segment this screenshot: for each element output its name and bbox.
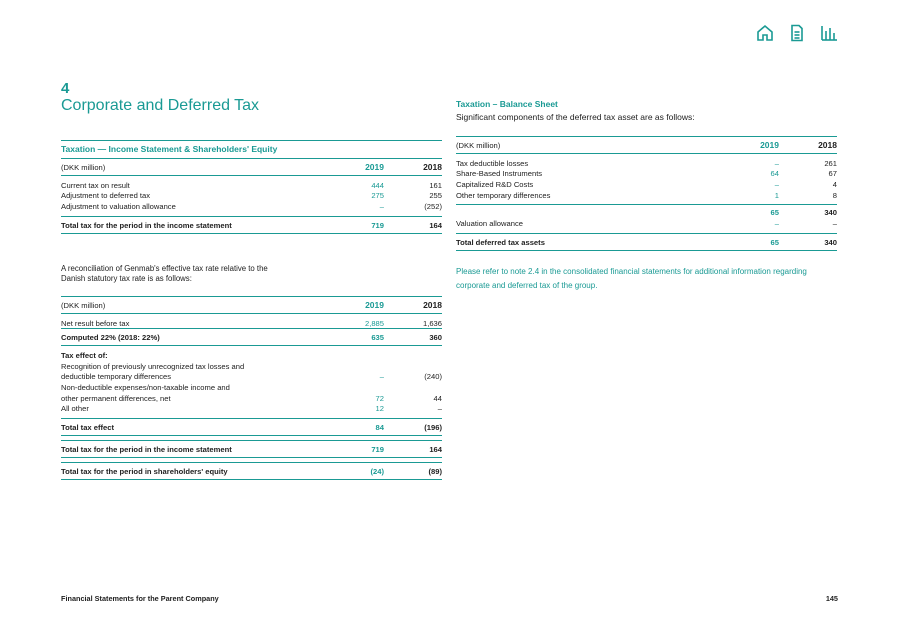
tax-effect-label-row: Tax effect of: (61, 351, 108, 361)
col-2019: 2019 (721, 137, 779, 154)
computed-row: Computed 22% (2018: 22%) 635 360 (61, 329, 442, 346)
table-header-row (61, 159, 442, 176)
top-nav (756, 24, 838, 42)
table-row: deductible temporary differences – (240) (61, 372, 442, 382)
table-row: Net result before tax 2,885 1,636 (61, 318, 442, 328)
page-number: 145 (825, 594, 838, 603)
table-row: other permanent differences, net 72 44 (61, 393, 442, 403)
unit-label: (DKK million) (456, 137, 721, 154)
total-row: Total tax effect 84 (196) (61, 418, 442, 435)
table-row: Current tax on result 444 161 (61, 180, 442, 190)
left-column (61, 140, 442, 480)
reference-note: Please refer to note 2.4 in the consolidated financial statements for additional information regarding corporate and deferred tax of the group. (456, 266, 807, 290)
unit-label: (DKK million) (61, 159, 326, 176)
page-title: Corporate and Deferred Tax (61, 97, 260, 114)
col-2019: 2019 (326, 159, 384, 176)
income-statement-table (61, 158, 442, 234)
table-row: All other 12 – (61, 404, 442, 414)
table-row: Capitalized R&D Costs – 4 (456, 179, 837, 189)
reconciliation-table (61, 296, 442, 480)
table-row: Adjustment to deferred tax 275 255 (61, 191, 442, 201)
col-2018: 2018 (384, 159, 442, 176)
balance-sheet-subheading: Significant components of the deferred tax asset are as follows: (456, 112, 695, 122)
total-row: Total tax for the period in the income statement 719 164 (61, 440, 442, 457)
footer-title: Financial Statements for the Parent Company (61, 594, 219, 603)
document-icon[interactable] (788, 24, 806, 42)
unit-label: (DKK million) (61, 296, 326, 313)
col-2019: 2019 (326, 296, 384, 313)
total-row: Total tax for the period in shareholders' equity (24) (89) (61, 462, 442, 479)
total-row: Total deferred tax assets 65 340 (456, 233, 837, 250)
table-row: Share-Based Instruments 64 67 (456, 169, 837, 179)
home-icon[interactable] (756, 24, 774, 42)
table-row: Adjustment to valuation allowance – (252) (61, 201, 442, 211)
col-2018: 2018 (384, 296, 442, 313)
right-column (456, 99, 837, 293)
balance-sheet-table (456, 136, 837, 251)
table-header-row (61, 296, 442, 313)
table-header-row (456, 137, 837, 154)
balance-sheet-heading: Taxation – Balance Sheet (456, 99, 558, 109)
table-row: Valuation allowance – – (456, 219, 837, 229)
income-table-heading: Taxation — Income Statement & Shareholders' Equity (61, 140, 442, 158)
total-row: Total tax for the period in the income statement 719 164 (61, 216, 442, 233)
bar-chart-icon[interactable] (820, 24, 838, 42)
reconciliation-text: A reconciliation of Genmab's effective tax rate relative to the Danish statutory tax rate is as follows: (61, 263, 268, 283)
subtotal-row: 65 340 (456, 205, 837, 219)
table-row: Other temporary differences 1 8 (456, 190, 837, 200)
table-row: Non-deductible expenses/non-taxable income and (61, 382, 230, 392)
table-row: Tax deductible losses – 261 (456, 158, 837, 168)
table-row: Recognition of previously unrecognized tax losses and (61, 361, 245, 371)
section-number: 4 (61, 80, 70, 97)
col-2018: 2018 (779, 137, 837, 154)
